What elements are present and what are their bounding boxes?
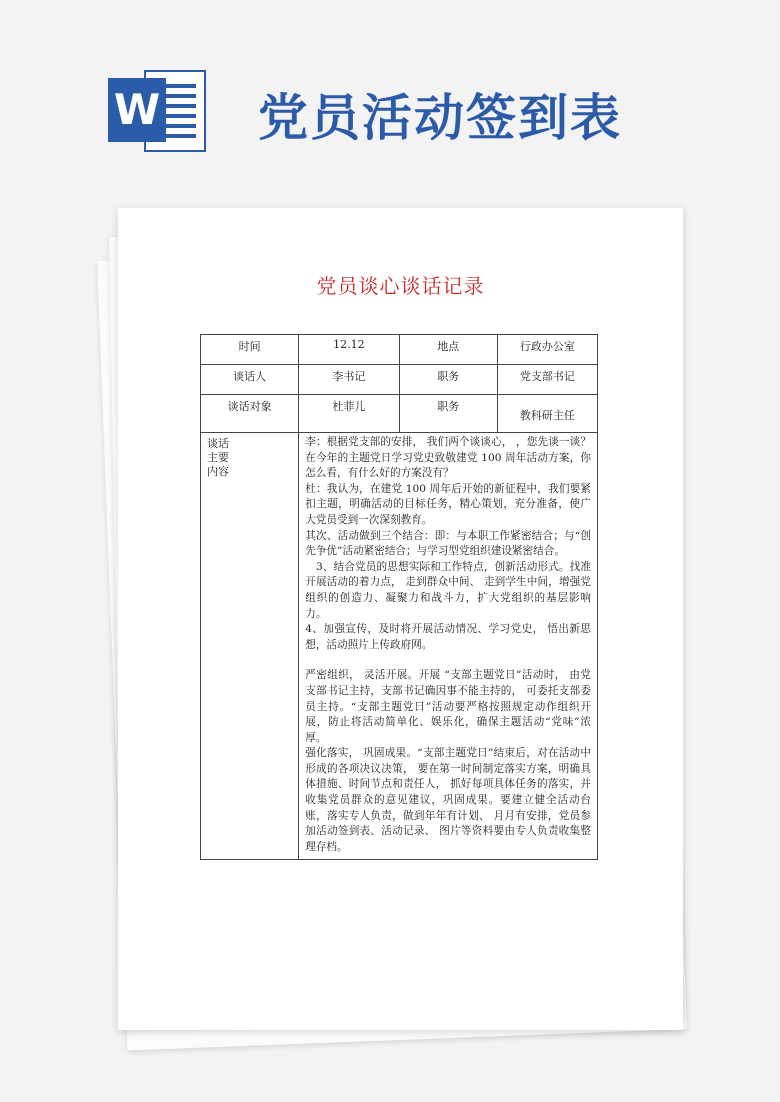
content-label [201,433,299,860]
page-header [0,0,780,190]
content-paragraph: 其次、活动做到三个结合：即：与本职工作紧密结合；与“创先争优”活动紧密结合；与学习型党组织建设紧密结合。 [305,529,591,558]
content-label-line: 内容 [207,465,229,478]
target-duty-value: 教科研主任 [497,395,597,433]
content-paragraph: 4、加强宣传，及时将开展活动情况、学习党史， 悟出新思想，活动照片上传政府网。 [305,623,591,651]
talker-duty-label: 职务 [399,365,497,395]
content-paragraph: 杜：我认为，在建党 100 周年后开始的新征程中，我们要紧扣主题，明确活动的目标任务，精心策划，充分准备，使广大党员受到一次深刻教育。 [305,482,591,526]
document-title: 党员谈心谈话记录 [316,274,485,298]
content-label-line: 主要 [207,451,229,464]
table-row [201,335,598,365]
target-label: 谈话对象 [201,395,299,433]
content-paragraph: 严密组织， 灵活开展。开展 “支部主题党日”活动时， 由党支部书记主持，支部书记确因事不能主持的， 可委托支部委员主持。“支部主题党日”活动要严格按照规定动作组织开展，防止将活动简单化、娱乐化，确保主题活动“党味”浓厚。 [305,669,591,744]
place-label: 地点 [399,335,497,365]
content-paragraph: 强化落实， 巩固成果。“支部主题党日”结束后，对在活动中形成的各项决议决策， 要在第一时间制定落实方案，明确具体措施、时间节点和责任人， 抓好每项具体任务的落实，并收集党员群众的意见建议，巩固成果。要建立健全活动台账，落实专人负责，做到年年有计划、 月月有安排，党员参加活动签到表、活动记录、 图片等资料要由专人负责收集整理存档。 [305,747,591,853]
document-page [118,208,683,1030]
word-letter: W [108,78,166,142]
word-logo-icon [108,68,208,154]
table-row [201,433,598,860]
target-value: 杜菲儿 [299,395,399,433]
place-value: 行政办公室 [497,335,597,365]
talker-duty-value: 党支部书记 [497,365,597,395]
time-label: 时间 [201,335,299,365]
record-table [200,334,598,860]
header-title: 党员活动签到表 [258,88,622,147]
content-body [299,433,598,860]
content-paragraph: 3、结合党员的思想实际和工作特点，创新活动形式。找准开展活动的着力点， 走到群众中间、 走到学生中间，增强党组织的创造力、凝聚力和战斗力，扩大党组织的基层影响力。 [305,560,591,620]
table-row [201,365,598,395]
table-row [201,395,598,433]
talker-value: 李书记 [299,365,399,395]
content-label-line: 谈话 [207,437,229,450]
target-duty-label: 职务 [399,395,497,433]
time-value: 12.12 [299,335,399,365]
content-paragraph: 李：根据党支部的安排， 我们两个谈谈心， ，您先谈一谈？在今年的主题党日学习党史致敬建党 100 周年活动方案，你怎么看，有什么好的方案没有？ [305,436,591,480]
talker-label: 谈话人 [201,365,299,395]
